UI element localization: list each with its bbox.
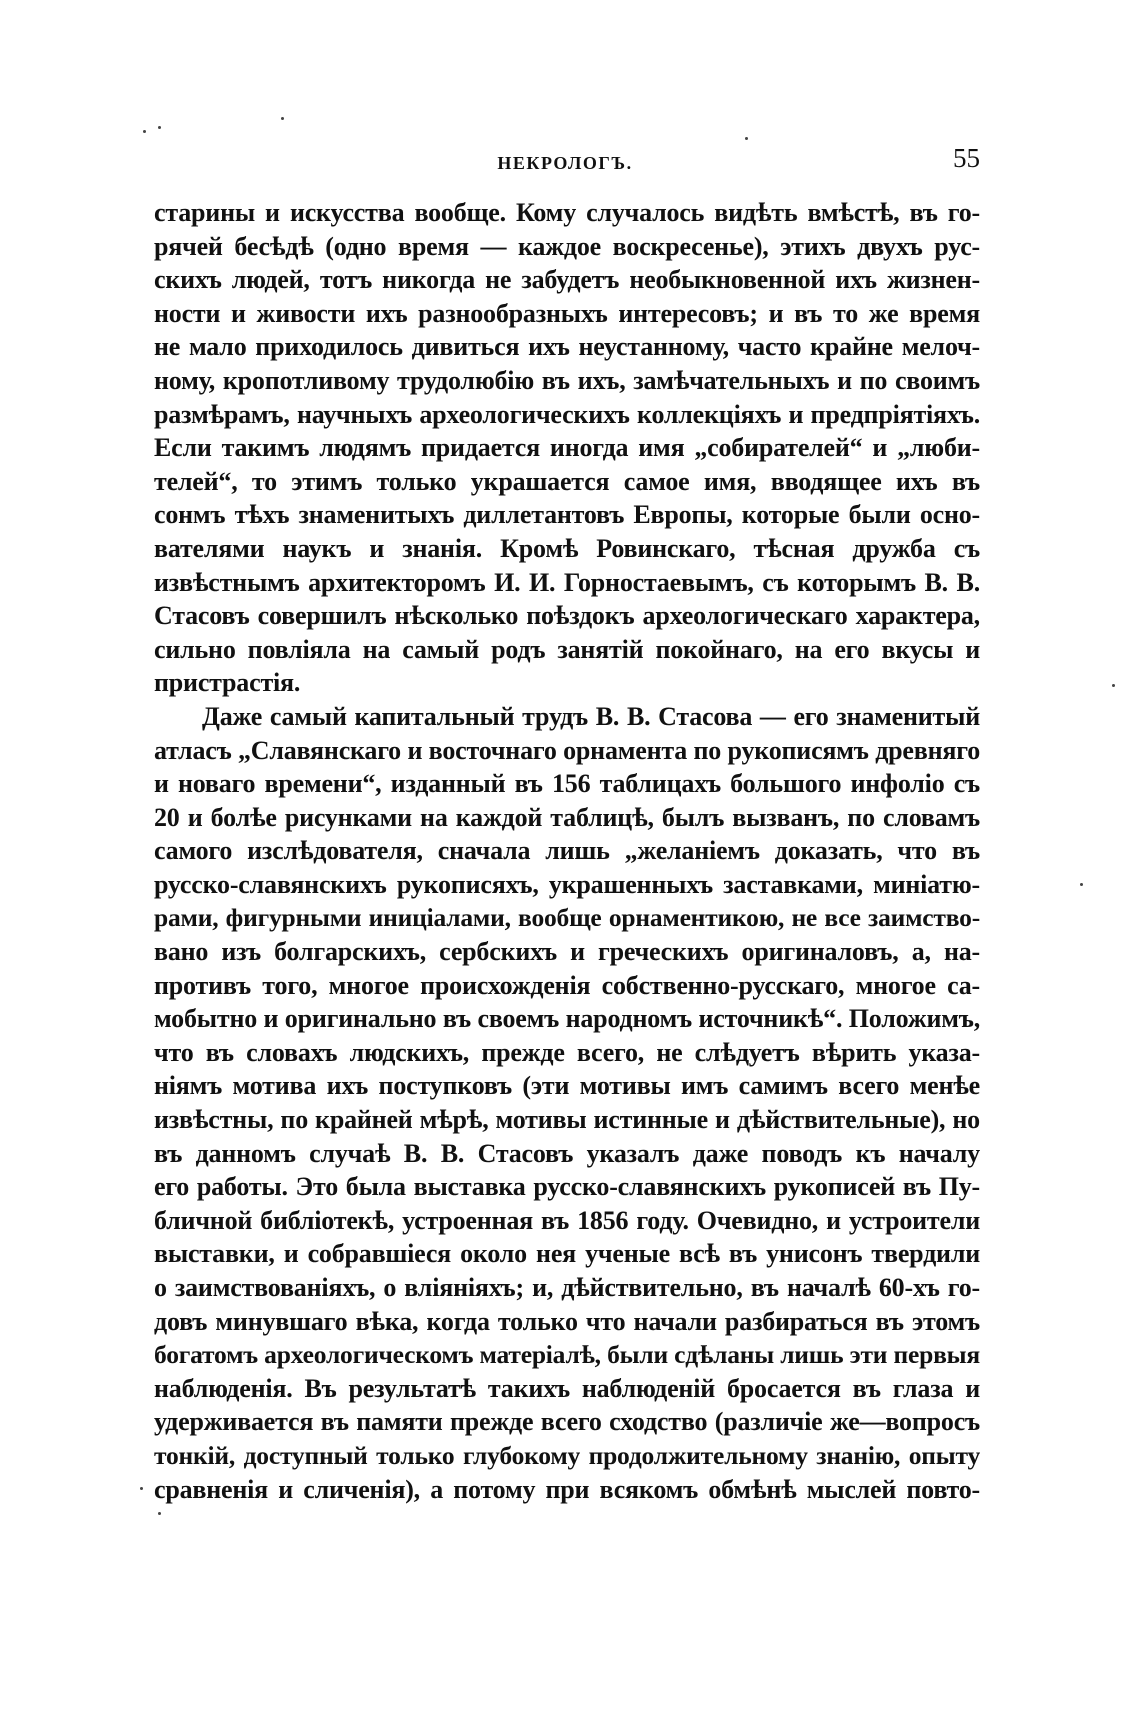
text-line: ности и живости ихъ разнообразныхъ интересовъ; и въ то же время — [154, 298, 980, 328]
text-line: наблюденія. Въ результатѣ такихъ наблюденій бросается въ глаза и — [154, 1373, 980, 1403]
print-speck — [281, 117, 284, 120]
page-number: 55 — [953, 143, 980, 173]
print-speck — [1080, 883, 1083, 886]
paragraph-first-line: Даже самый капитальный трудъ В. В. Стасова — его знаменитый — [202, 701, 980, 731]
text-line: рами, фигурными иниціалами, вообще орнаментикою, не все заимство- — [154, 903, 980, 933]
text-line: выставки, и собравшіеся около нея ученые всѣ въ унисонъ твердили — [154, 1239, 980, 1269]
text-line: самого изслѣдователя, сначала лишь „желаніемъ доказать, что въ — [154, 836, 980, 866]
text-line: Если такимъ людямъ придается иногда имя „собирателей“ и „люби- — [154, 433, 980, 463]
text-line: телей“, то этимъ только украшается самое имя, вводящее ихъ въ — [154, 466, 980, 496]
text-line: атласъ „Славянскаго и восточнаго орнамента по рукописямъ древняго — [154, 735, 980, 765]
text-line: о заимствованіяхъ, о вліяніяхъ; и, дѣйствительно, въ началѣ 60-хъ го- — [154, 1273, 980, 1302]
running-head — [150, 143, 980, 179]
print-speck — [1112, 684, 1115, 687]
text-line: ному, кропотливому трудолюбію въ ихъ, замѣчательныхъ и по своимъ — [154, 365, 980, 395]
print-speck — [745, 137, 748, 140]
text-line: ніямъ мотива ихъ поступковъ (эти мотивы имъ самимъ всего менѣе — [154, 1071, 980, 1101]
print-speck — [143, 130, 146, 133]
text-line: довъ минувшаго вѣка, когда только что начали разбираться въ этомъ — [154, 1306, 980, 1336]
text-line: сильно повліяла на самый родъ занятій покойнаго, на его вкусы и — [154, 634, 980, 664]
text-line: его работы. Это была выставка русско-славянскихъ рукописей въ Пу- — [154, 1172, 980, 1202]
text-line: вано изъ болгарскихъ, сербскихъ и греческихъ оригиналовъ, а, на- — [154, 937, 980, 967]
text-line: сравненія и сличенія), а потому при всякомъ обмѣнѣ мыслей повто- — [154, 1474, 980, 1504]
text-line: противъ того, многое происхожденія собственно-русскаго, многое са- — [154, 970, 980, 1000]
text-line: пристрастія. — [154, 668, 301, 698]
text-line: извѣстнымъ архитекторомъ И. И. Горностаевымъ, съ которымъ В. В. — [154, 567, 980, 597]
text-line: 20 и болѣе рисунками на каждой таблицѣ, былъ вызванъ, по словамъ — [154, 802, 980, 832]
text-line: извѣстны, по крайней мѣрѣ, мотивы истинные и дѣйствительные), но — [154, 1105, 980, 1135]
text-line: и новаго времени“, изданный въ 156 таблицахъ большого инфоліо съ — [154, 769, 980, 799]
text-line: вателями наукъ и знанія. Кромѣ Ровинскаго, тѣсная дружба съ — [154, 533, 980, 563]
print-speck — [140, 1487, 143, 1490]
text-line: скихъ людей, тотъ никогда не забудетъ необыкновенной ихъ жизнен- — [154, 265, 980, 295]
text-line: размѣрамъ, научныхъ археологическихъ коллекціяхъ и предпріятіяхъ. — [154, 399, 980, 429]
text-line: бличной библіотекѣ, устроенная въ 1856 году. Очевидно, и устроители — [154, 1205, 980, 1235]
text-line: русско-славянскихъ рукописяхъ, украшенныхъ заставками, миніатю- — [154, 869, 980, 899]
text-line: тонкій, доступный только глубокому продолжительному знанію, опыту — [154, 1440, 980, 1470]
print-speck — [158, 1512, 161, 1515]
text-line: удерживается въ памяти прежде всего сходство (различіе же—вопросъ — [154, 1407, 980, 1437]
text-line: рячей бесѣдѣ (одно время — каждое воскресенье), этихъ двухъ рус- — [154, 231, 980, 261]
text-line: богатомъ археологическомъ матеріалѣ, были сдѣланы лишь эти первыя — [154, 1340, 980, 1370]
text-line: мобытно и оригинально въ своемъ народномъ источникѣ“. Положимъ, — [154, 1004, 980, 1034]
body-text — [154, 196, 980, 1506]
text-line: сонмъ тѣхъ знаменитыхъ диллетантовъ Европы, которые были осно- — [154, 500, 980, 530]
text-line: старины и искусства вообще. Кому случалось видѣть вмѣстѣ, въ го- — [154, 198, 980, 227]
text-line: что въ словахъ людскихъ, прежде всего, не слѣдуетъ вѣрить указа- — [154, 1037, 980, 1067]
text-line: не мало приходилось дивиться ихъ неустанному, часто крайне мелоч- — [154, 332, 980, 362]
text-line: въ данномъ случаѣ В. В. Стасовъ указалъ даже поводъ къ началу — [154, 1138, 980, 1168]
text-line: Стасовъ совершилъ нѣсколько поѣздокъ археологическаго характера, — [154, 601, 980, 631]
print-speck — [158, 126, 161, 129]
running-title: НЕКРОЛОГЪ. — [497, 153, 633, 173]
